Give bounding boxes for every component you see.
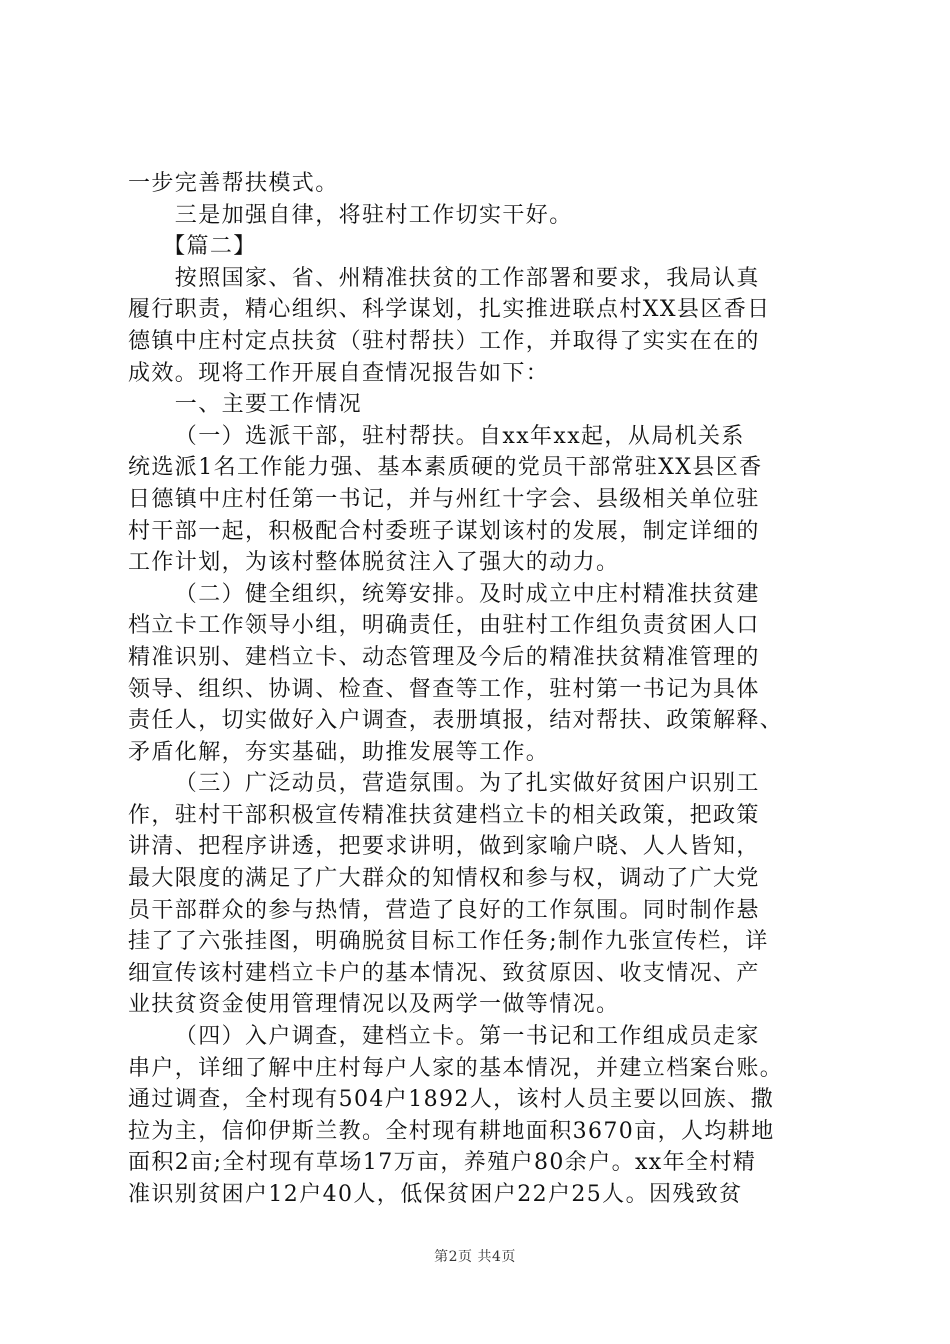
text-line: （一）选派干部，驻村帮扶。自xx年xx起，从局机关系 — [174, 423, 745, 449]
document-body — [128, 168, 833, 1211]
text-line: 准识别贫困户12户40人，低保贫困户22户25人。因残致贫 — [128, 1182, 743, 1207]
text-line: 按照国家、省、州精准扶贫的工作部署和要求，我局认真 — [174, 265, 760, 291]
text-line: 统选派1名工作能力强、基本素质硬的党员干部常驻XX县区香 — [128, 455, 763, 481]
text-line: 通过调查，全村现有504户1892人，该村人员主要以回族、撒 — [128, 1087, 774, 1113]
text-line: 履行职责，精心组织、科学谋划，扎实推进联点村XX县区香日 — [128, 297, 771, 323]
text-line: 精准识别、建档立卡、动态管理及今后的精准扶贫精准管理的 — [128, 644, 760, 670]
text-line: 一、主要工作情况 — [174, 392, 362, 418]
text-line: 细宣传该村建档立卡户的基本情况、致贫原因、收支情况、产 — [128, 960, 760, 986]
text-line: 日德镇中庄村任第一书记，并与州红十字会、县级相关单位驻 — [128, 486, 760, 512]
text-line: 面积2亩;全村现有草场17万亩，养殖户80余户。xx年全村精 — [128, 1150, 757, 1176]
text-line: 一步完善帮扶模式。 — [128, 171, 339, 196]
text-line: （二）健全组织，统筹安排。及时成立中庄村精准扶贫建 — [174, 581, 760, 607]
text-line: 领导、组织、协调、检查、督查等工作，驻村第一书记为具体 — [128, 676, 760, 702]
text-line: 档立卡工作领导小组，明确责任，由驻村工作组负责贫困人口 — [128, 613, 760, 639]
text-line: 作，驻村干部积极宣传精准扶贫建档立卡的相关政策，把政策 — [128, 802, 760, 828]
text-line: 责任人，切实做好入户调查，表册填报，结对帮扶、政策解释、 — [128, 708, 784, 734]
text-line: 拉为主，信仰伊斯兰教。全村现有耕地面积3670亩，人均耕地 — [128, 1118, 775, 1144]
text-line: 业扶贫资金使用管理情况以及两学一做等情况。 — [128, 992, 620, 1018]
text-line: 员干部群众的参与热情，营造了良好的工作氛围。同时制作悬 — [128, 897, 760, 923]
text-line: 串户，详细了解中庄村每户人家的基本情况，并建立档案台账。 — [128, 1055, 784, 1081]
text-line: 挂了了六张挂图，明确脱贫目标工作任务;制作九张宣传栏，详 — [128, 929, 769, 955]
text-line: 三是加强自律，将驻村工作切实干好。 — [174, 202, 573, 228]
text-line: 村干部一起，积极配合村委班子谋划该村的发展，制定详细的 — [128, 518, 760, 544]
text-line: 最大限度的满足了广大群众的知情权和参与权，调动了广大党 — [128, 866, 760, 892]
text-line: 【篇二】 — [163, 234, 257, 260]
text-line: 矛盾化解，夯实基础，助推发展等工作。 — [128, 739, 550, 765]
text-line: （四）入户调查，建档立卡。第一书记和工作组成员走家 — [174, 1024, 760, 1050]
text-line: 工作计划，为该村整体脱贫注入了强大的动力。 — [128, 550, 620, 576]
text-line: 德镇中庄村定点扶贫（驻村帮扶）工作，并取得了实实在在的 — [128, 328, 760, 354]
text-line: 成效。现将工作开展自查情况报告如下： — [128, 360, 550, 386]
text-line: （三）广泛动员，营造氛围。为了扎实做好贫困户识别工 — [174, 771, 760, 797]
text-line: 讲清、把程序讲透，把要求讲明，做到家喻户晓、人人皆知， — [128, 834, 760, 860]
page-footer: 第2页 共4页 — [434, 1249, 516, 1265]
